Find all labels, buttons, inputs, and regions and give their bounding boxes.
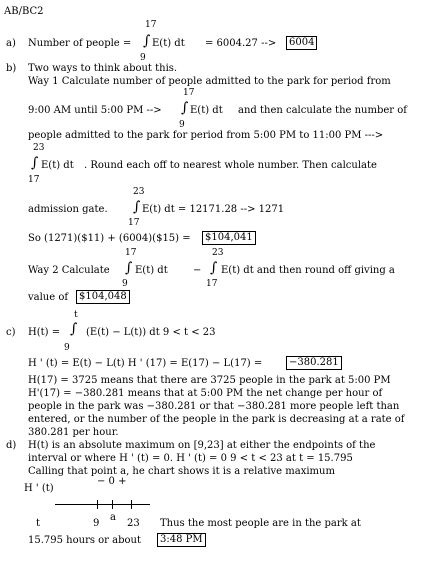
way1-line2-tail: and then calculate the number of: [238, 105, 407, 116]
sign-chart-23: 23: [127, 518, 140, 529]
part-b-intro: Two ways to think about this.: [28, 63, 178, 74]
sign-chart-a: a: [110, 512, 116, 523]
part-a-result: = 6004.27 -->: [205, 38, 277, 49]
part-c-line7: 380.281 per hour.: [28, 427, 119, 438]
way1-line4-upper: 23: [33, 143, 45, 153]
sign-chart-tick-a: [112, 500, 113, 509]
part-c-answer-box: −380.281: [286, 356, 342, 370]
sign-chart-axis: [55, 504, 150, 505]
way2-value-text: value of: [28, 292, 69, 303]
way1-line2-lower: 9: [179, 120, 185, 130]
way1-line3: people admitted to the park for period from 5:00 PM to 11:00 PM --->: [28, 130, 384, 141]
part-c-label: c): [6, 327, 16, 338]
part-d-line2: interval or where H ' (t) = 0. H ' (t) = 0 9 < t < 23 at t = 15.795: [28, 453, 353, 464]
part-c-integrand: (E(t) − L(t)) dt 9 < t < 23: [86, 327, 216, 338]
way1-line4-lower: 17: [28, 175, 40, 185]
way1-line5-upper: 23: [133, 187, 145, 197]
way1-line2-upper: 17: [183, 88, 195, 98]
way2-integrand1: E(t) dt: [135, 265, 168, 276]
part-c-line4: H'(17) = −380.281 means that at 5:00 PM the net change per hour of: [28, 388, 383, 399]
part-d-line3: Calling that point a, he chart shows it is a relative maximum: [28, 466, 335, 477]
way1-line5-lower: 17: [128, 218, 140, 228]
way2-integral-sign-1: ∫: [125, 260, 133, 276]
page-header: AB/BC2: [4, 6, 44, 17]
part-d-conclusion: Thus the most people are in the park at: [160, 518, 361, 529]
way2-minus: −: [193, 265, 202, 276]
way1-line4-integral-sign: ∫: [31, 155, 39, 171]
part-c-lower: 9: [64, 343, 70, 353]
way1-line2-integral-sign: ∫: [181, 100, 189, 116]
sign-chart-signs: − 0 +: [97, 476, 127, 487]
part-c-upper: t: [74, 310, 78, 320]
part-c-integral-sign: ∫: [70, 321, 78, 337]
part-c-hdef: H(t) =: [28, 327, 61, 338]
part-c-line5: people in the park was −380.281 or that −380.281 more people left than: [28, 401, 400, 412]
way2-upper1: 17: [125, 248, 137, 258]
way1-line2-integrand: E(t) dt: [190, 105, 223, 116]
part-b-label: b): [6, 63, 17, 74]
way1-line5-integral-sign: ∫: [133, 199, 141, 215]
part-a-text: Number of people =: [28, 38, 132, 49]
way1-line6-text: So (1271)($11) + (6004)($15) =: [28, 233, 191, 244]
part-a-integrand: E(t) dt: [152, 38, 185, 49]
part-d-answer-box: 3:48 PM: [157, 533, 206, 547]
part-a-answer-box: 6004: [286, 36, 317, 50]
sign-chart-tick-23: [131, 500, 132, 509]
way2-upper2: 23: [212, 248, 224, 258]
way1-line5-integrand: E(t) dt = 12171.28 --> 1271: [142, 204, 285, 215]
part-c-line3: H(17) = 3725 means that there are 3725 people in the park at 5:00 PM: [28, 375, 391, 386]
part-c-line6: entered, or the number of the people in the park is decreasing at a rate of: [28, 414, 405, 425]
way1-answer-box: $104,041: [202, 231, 256, 245]
part-a-lower-limit: 9: [140, 53, 146, 63]
way2-lower1: 9: [122, 279, 128, 289]
part-d-label: d): [6, 440, 17, 451]
sign-chart-9: 9: [93, 518, 100, 529]
way1-line5-text: admission gate.: [28, 204, 108, 215]
part-d-last-line: 15.795 hours or about: [28, 535, 141, 546]
way1-line4-integrand: E(t) dt: [41, 160, 74, 171]
way2-answer-box: $104,048: [76, 290, 130, 304]
way2-integral-sign-2: ∫: [210, 260, 218, 276]
sign-chart-label: H ' (t): [24, 483, 54, 494]
way1-line2-text: 9:00 AM until 5:00 PM -->: [28, 105, 162, 116]
sign-chart-t: t: [36, 518, 41, 529]
way2-integrand2: E(t) dt and then round off giving a: [221, 265, 395, 276]
part-a-upper-limit: 17: [145, 20, 157, 30]
part-c-deriv-line: H ' (t) = E(t) − L(t) H ' (17) = E(17) − L(17) =: [28, 358, 263, 369]
way1-line1: Way 1 Calculate number of people admitted to the park for period from: [28, 76, 391, 87]
way2-lower2: 17: [206, 279, 218, 289]
part-a-label: a): [6, 38, 16, 49]
way2-text: Way 2 Calculate: [28, 265, 110, 276]
part-d-line1: H(t) is an absolute maximum on [9,23] at either the endpoints of the: [28, 440, 376, 451]
sign-chart-tick-9: [97, 500, 98, 509]
way1-line4-text: . Round each off to nearest whole number. Then calculate: [84, 160, 377, 171]
part-a-integral-sign: ∫: [143, 33, 151, 49]
